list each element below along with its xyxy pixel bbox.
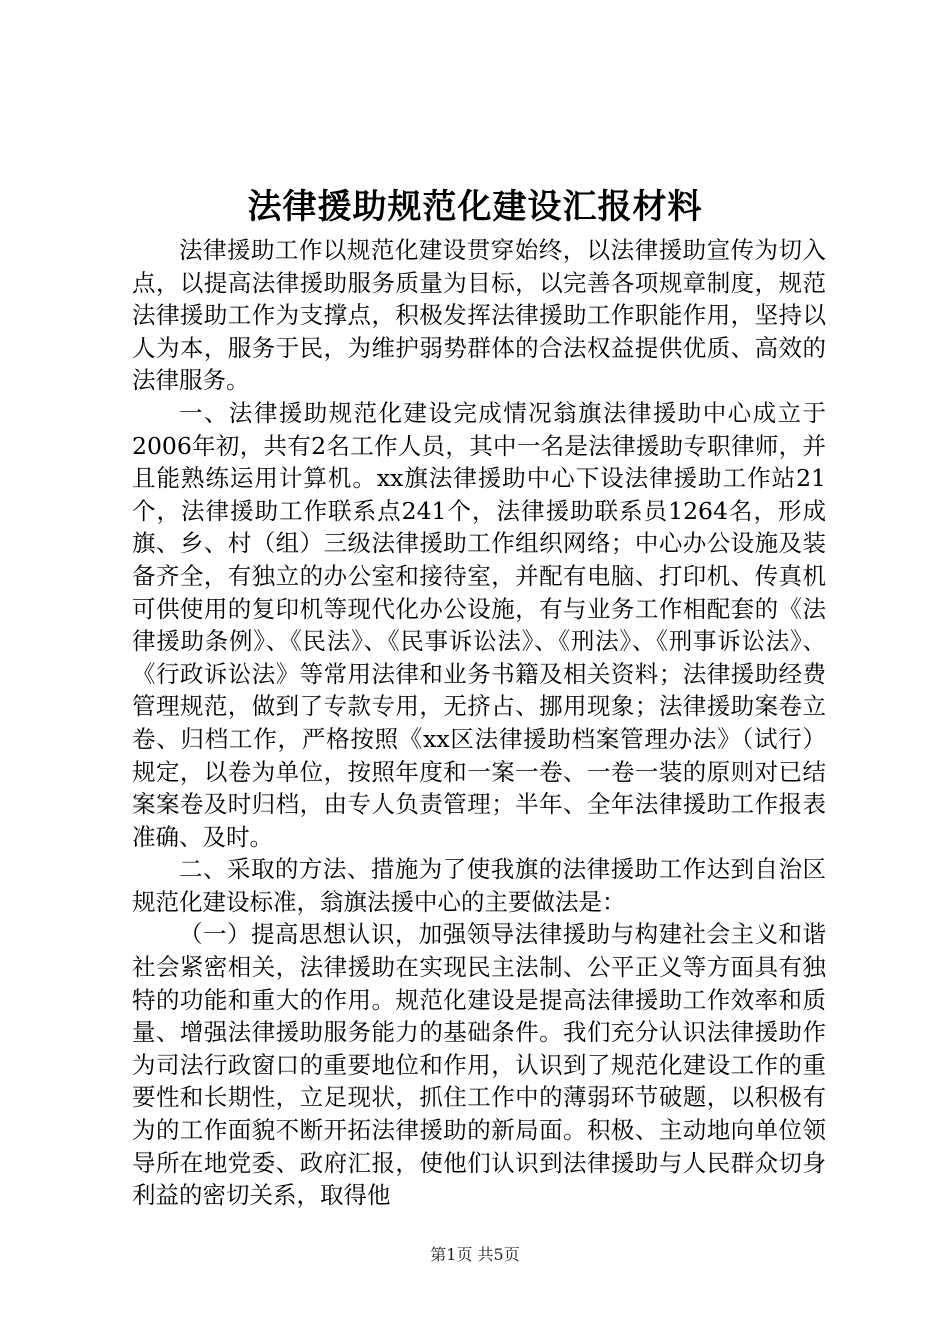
paragraph-subsection-one: （一）提高思想认识，加强领导法律援助与构建社会主义和谐社会紧密相关，法律援助在实现民主法制、公平正义等方面具有独特的功能和重大的作用。规范化建设是提高法律援助工作效率和质量、增强法律援助服务能力的基础条件。我们充分认识法律援助作为司法行政窗口的重要地位和作用，认识到了规范化建设工作的重要性和长期性，立足现状，抓住工作中的薄弱环节破题，以积极有为的工作面貌不断开拓法律援助的新局面。积极、主动地向单位领导所在地党委、政府汇报，使他们认识到法律援助与人民群众切身利益的密切关系，取得他 — [132, 920, 826, 1210]
document-title: 法律援助规范化建设汇报材料 — [247, 187, 703, 227]
document-body — [132, 234, 826, 1212]
paragraph-intro: 法律援助工作以规范化建设贯穿始终，以法律援助宣传为切入点，以提高法律援助服务质量为目标，以完善各项规章制度，规范法律援助工作为支撑点，积极发挥法律援助工作职能作用，坚持以人为本，服务于民，为维护弱势群体的合法权益提供优质、高效的法律服务。 — [132, 236, 826, 395]
paragraph-section-one: 一、法律援助规范化建设完成情况翁旗法律援助中心成立于2006年初，共有2名工作人员，其中一名是法律援助专职律师，并且能熟练运用计算机。xx旗法律援助中心下设法律援助工作站21个，法律援助工作联系点241个，法律援助联系员1264名，形成旗、乡、村（组）三级法律援助工作组织网络；中心办公设施及装备齐全，有独立的办公室和接待室，并配有电脑、打印机、传真机可供使用的复印机等现代化办公设施，有与业务工作相配套的《法律援助条例》、《民法》、《民事诉讼法》、《刑法》、《刑事诉讼法》、《行政诉讼法》等常用法律和业务书籍及相关资料；法律援助经费管理规范，做到了专款专用，无挤占、挪用现象；法律援助案卷立卷、归档工作，严格按照《xx区法律援助档案管理办法》（试行）规定，以卷为单位，按照年度和一案一卷、一卷一装的原则对已结案案卷及时归档，由专人负责管理；半年、全年法律援助工作报表准确、及时。 — [132, 398, 826, 851]
paragraph-section-two: 二、采取的方法、措施为了使我旗的法律援助工作达到自治区规范化建设标准，翁旗法援中心的主要做法是： — [132, 855, 826, 916]
page-footer: 第1页 共5页 — [430, 1245, 520, 1264]
